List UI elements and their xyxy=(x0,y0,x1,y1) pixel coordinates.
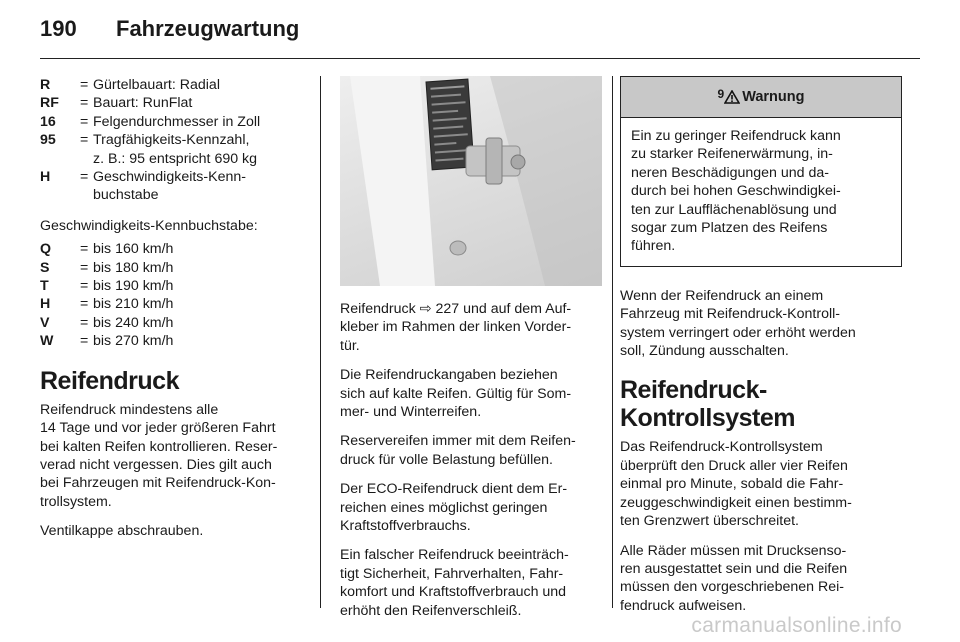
speed-text: bis 270 km/h xyxy=(93,333,174,350)
paragraph: Reifendruck ⇨ 227 und auf dem Auf- kleber im Rahmen der linken Vorder- tür. xyxy=(340,301,572,354)
speed-text: bis 160 km/h xyxy=(93,241,174,258)
paragraph: Das Reifendruck-Kontrollsystem überprüft den Druck aller vier Reifen einmal pro Minute, sobald die Fahr- zeuggeschwindigkeit einen bestimm- ten Grenzwert überschreitet. xyxy=(620,439,852,530)
speed-eq: = xyxy=(80,241,89,258)
door-frame-photo xyxy=(340,76,602,286)
def-eq: = xyxy=(80,132,89,149)
speed-text: bis 190 km/h xyxy=(93,278,174,295)
column-1 xyxy=(40,76,308,552)
def-text: Felgendurchmesser in Zoll xyxy=(93,113,261,130)
page-header xyxy=(40,16,299,56)
speed-eq: = xyxy=(80,314,89,331)
warning-box xyxy=(620,76,902,267)
tire-code-definitions xyxy=(40,76,308,205)
def-key: H xyxy=(40,169,51,186)
speed-key: V xyxy=(40,314,50,331)
def-text: Tragfähigkeits-Kennzahl, z. B.: 95 entspricht 690 kg xyxy=(93,132,258,167)
column-3 xyxy=(620,76,902,626)
paragraph: Ein falscher Reifendruck beeinträch- tigt Sicherheit, Fahrverhalten, Fahr- komfort und Kraftstoffverbrauch und erhöht den Reifenverschleiß. xyxy=(340,547,569,619)
speed-eq: = xyxy=(80,333,89,350)
speed-key: H xyxy=(40,296,51,313)
warning-number: 9 xyxy=(717,86,725,101)
chapter-title: Fahrzeugwartung xyxy=(116,16,300,41)
speed-eq: = xyxy=(80,278,89,295)
header-rule xyxy=(40,58,920,59)
def-eq: = xyxy=(80,77,89,93)
speed-intro: Geschwindigkeits-Kennbuchstabe: xyxy=(40,217,258,234)
column-2 xyxy=(340,76,602,631)
def-text: Geschwindigkeits-Kenn- buchstabe xyxy=(93,169,246,204)
page-reference-arrow-icon: ⇨ xyxy=(419,301,432,317)
warning-triangle-icon xyxy=(724,90,740,104)
warning-body: Ein zu geringer Reifendruck kann zu starker Reifenerwärmung, in- neren Beschädigungen und da- durch bei hohen Geschwindigkei- ten zur Laufflächenablösung und sogar zum Platzen des Reifens führen. xyxy=(631,128,841,255)
page-number: 190 xyxy=(40,16,77,41)
def-text: Gürtelbauart: Radial xyxy=(93,77,220,93)
warning-header xyxy=(621,77,901,118)
def-eq: = xyxy=(80,95,89,112)
speed-eq: = xyxy=(80,296,89,313)
door-frame-illustration xyxy=(340,76,602,286)
paragraph: Die Reifendruckangaben beziehen sich auf kalte Reifen. Gültig für Som- mer- und Winterreifen. xyxy=(340,367,572,421)
paragraph: Reservereifen immer mit dem Reifen- druck für volle Belastung befüllen. xyxy=(340,433,576,468)
def-eq: = xyxy=(80,169,89,186)
def-eq: = xyxy=(80,113,89,130)
speed-text: bis 210 km/h xyxy=(93,296,174,313)
def-key: 16 xyxy=(40,113,56,130)
warning-title: Warnung xyxy=(742,88,805,105)
paragraph: Reifendruck mindestens alle 14 Tage und vor jeder größeren Fahrt bei kalten Reifen kontrollieren. Reser- verad nicht vergessen. Dies gilt auch bei Fahrzeugen mit Reifendruck-Kon- trollsystem. xyxy=(40,401,278,510)
speed-key: Q xyxy=(40,241,52,258)
watermark: carmanualsonline.info xyxy=(691,614,902,637)
def-key: RF xyxy=(40,95,59,112)
paragraph: Wenn der Reifendruck an einem Fahrzeug mit Reifendruck-Kontroll- system verringert oder erhöht werden soll, Zündung ausschalten. xyxy=(620,287,856,360)
speed-eq: = xyxy=(80,259,89,276)
column-divider-2 xyxy=(612,76,613,608)
speed-definitions xyxy=(40,240,308,350)
paragraph: Der ECO-Reifendruck dient dem Er- reichen eines möglichst geringen Kraftstoffverbrauchs. xyxy=(340,481,568,535)
def-key: R xyxy=(40,77,51,93)
speed-key: W xyxy=(40,333,54,350)
speed-text: bis 180 km/h xyxy=(93,259,174,276)
def-key: 95 xyxy=(40,132,56,149)
speed-text: bis 240 km/h xyxy=(93,314,174,331)
paragraph: Ventilkappe abschrauben. xyxy=(40,523,204,540)
paragraph: Alle Räder müssen mit Drucksenso- ren ausgestattet sein und die Reifen müssen den vorgeschriebenen Rei- fendruck aufweisen. xyxy=(620,542,848,614)
speed-key: T xyxy=(40,278,49,295)
def-text: Bauart: RunFlat xyxy=(93,95,193,112)
speed-key: S xyxy=(40,259,50,276)
column-divider-1 xyxy=(320,76,321,608)
section-heading-kontrollsystem: Reifendruck- Kontrollsystem xyxy=(620,376,795,433)
section-heading-reifendruck: Reifendruck xyxy=(40,366,179,395)
